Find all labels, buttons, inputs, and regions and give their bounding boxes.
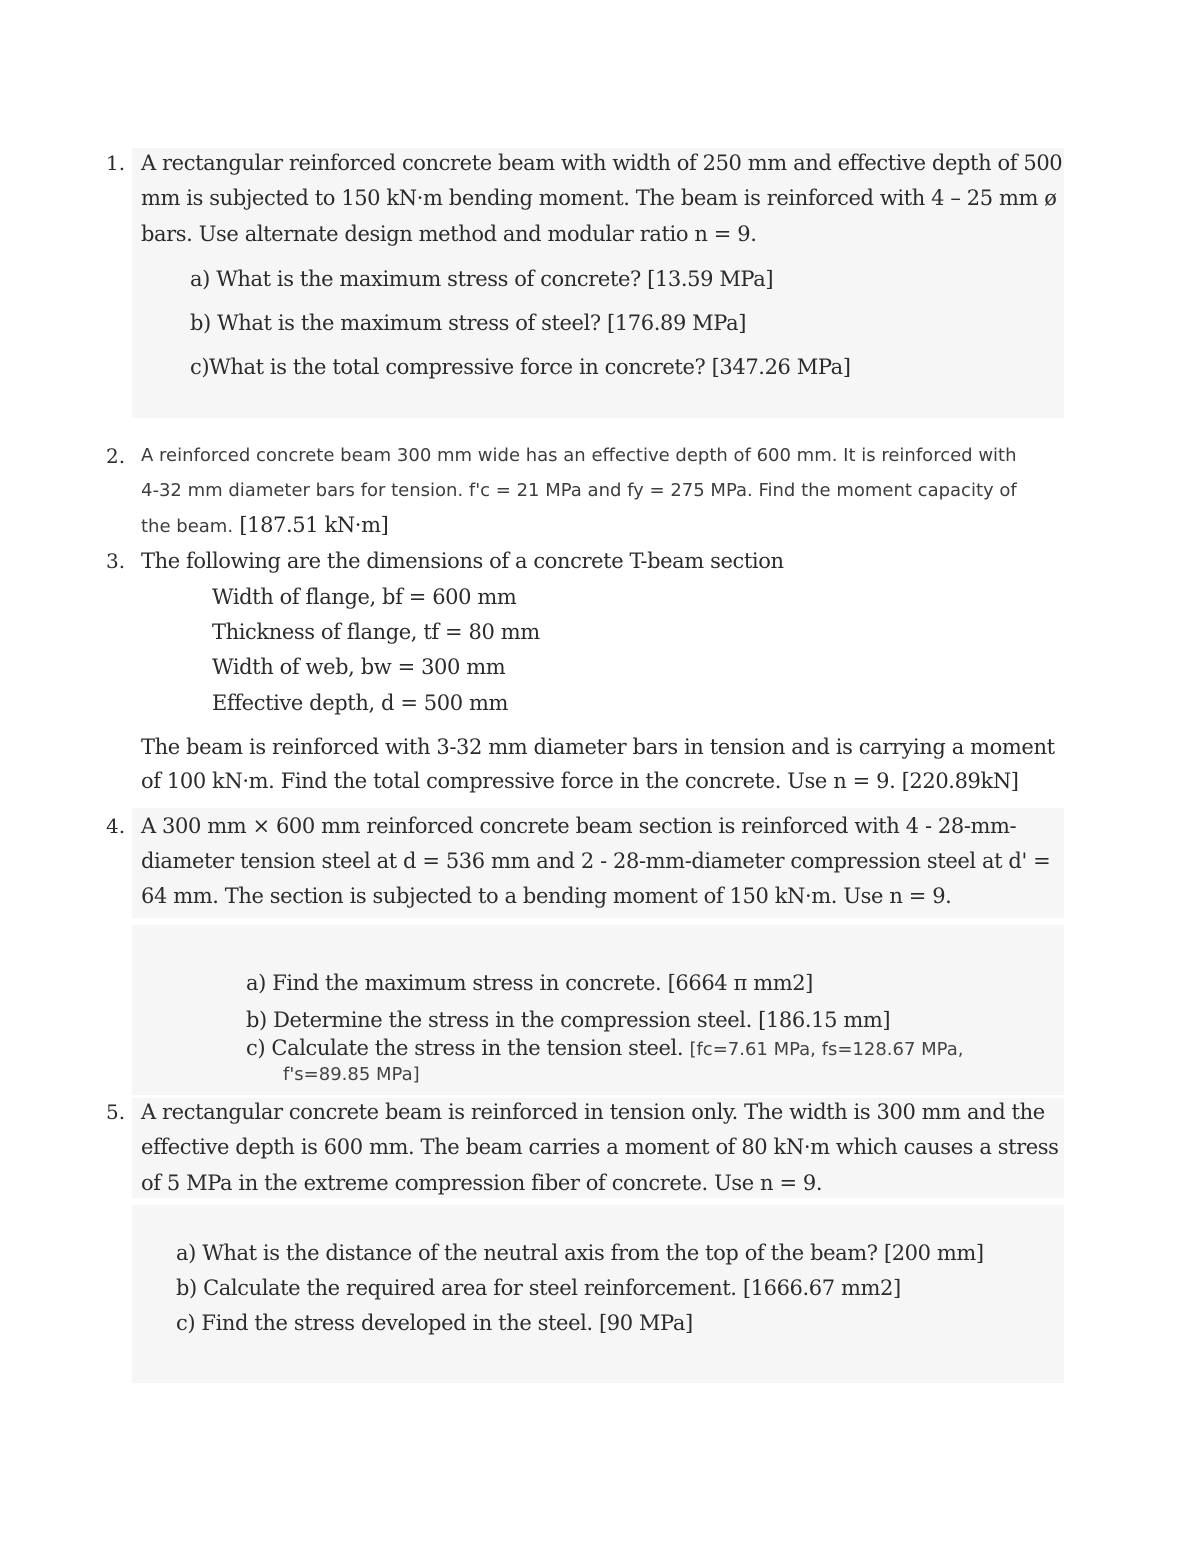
problem-text-line: A rectangular concrete beam is reinforced in tension only. The width is 300 mm and the: [141, 1100, 1045, 1124]
sub-question: c)What is the total compressive force in concrete? [347.26 MPa]: [190, 355, 851, 379]
sub-question: b) What is the maximum stress of steel? [176.89 MPa]: [190, 311, 746, 335]
sub-question: c) Find the stress developed in the steel. [90 MPa]: [176, 1311, 693, 1335]
answer: [fc=7.61 MPa, fs=128.67 MPa,: [689, 1039, 964, 1060]
problem-text-line: [141, 510, 388, 542]
problem-text-line: The following are the dimensions of a concrete T-beam section: [141, 549, 784, 573]
problem-text-line: mm is subjected to 150 kN·m bending moment. The beam is reinforced with 4 – 25 mm ø: [141, 186, 1057, 210]
sub-question: b) Calculate the required area for steel reinforcement. [1666.67 mm2]: [176, 1276, 901, 1300]
sub-question: a) What is the maximum stress of concrete? [13.59 MPa]: [190, 267, 774, 291]
problem-text-line: 4-32 mm diameter bars for tension. f'c = 21 MPa and fy = 275 MPa. Find the moment capacity of: [141, 480, 1017, 501]
problem-text-line: diameter tension steel at d = 536 mm and 2 - 28-mm-diameter compression steel at d' =: [141, 849, 1051, 873]
problem-text-line: A reinforced concrete beam 300 mm wide has an effective depth of 600 mm. It is reinforced with: [141, 445, 1017, 466]
sub-question: a) Find the maximum stress in concrete. [6664 π mm2]: [246, 971, 813, 995]
problem-number: 3.: [106, 549, 126, 573]
problem-number: 4.: [106, 814, 126, 838]
problem-number: 5.: [106, 1100, 126, 1124]
problem-text-line: of 100 kN·m. Find the total compressive force in the concrete. Use n = 9. [220.89kN]: [141, 769, 1019, 793]
problem-number: 1.: [106, 151, 126, 175]
dimension-line: Width of flange, bf = 600 mm: [212, 585, 517, 609]
dimension-line: Effective depth, d = 500 mm: [212, 691, 508, 715]
problem-text-line: The beam is reinforced with 3-32 mm diameter bars in tension and is carrying a moment: [141, 735, 1055, 759]
answer: f's=89.85 MPa]: [283, 1064, 420, 1085]
problem-text-line: bars. Use alternate design method and modular ratio n = 9.: [141, 222, 757, 246]
answer: [187.51 kN·m]: [239, 513, 389, 537]
sub-question: a) What is the distance of the neutral axis from the top of the beam? [200 mm]: [176, 1241, 984, 1265]
sub-question: b) Determine the stress in the compression steel. [186.15 mm]: [246, 1008, 891, 1032]
problem-text-line: A rectangular reinforced concrete beam with width of 250 mm and effective depth of 500: [141, 151, 1063, 175]
problem-number: 2.: [106, 444, 126, 468]
problem-text: the beam.: [141, 516, 234, 537]
dimension-line: Thickness of flange, tf = 80 mm: [212, 620, 540, 644]
problem-text-line: A 300 mm × 600 mm reinforced concrete beam section is reinforced with 4 - 28-mm-: [141, 814, 1017, 838]
dimension-line: Width of web, bw = 300 mm: [212, 655, 506, 679]
problem-text-line: of 5 MPa in the extreme compression fiber of concrete. Use n = 9.: [141, 1171, 823, 1195]
sub-question: c) Calculate the stress in the tension steel.: [246, 1036, 684, 1060]
problem-text-line: 64 mm. The section is subjected to a bending moment of 150 kN·m. Use n = 9.: [141, 884, 952, 908]
problem-text-line: effective depth is 600 mm. The beam carries a moment of 80 kN·m which causes a stress: [141, 1135, 1059, 1159]
